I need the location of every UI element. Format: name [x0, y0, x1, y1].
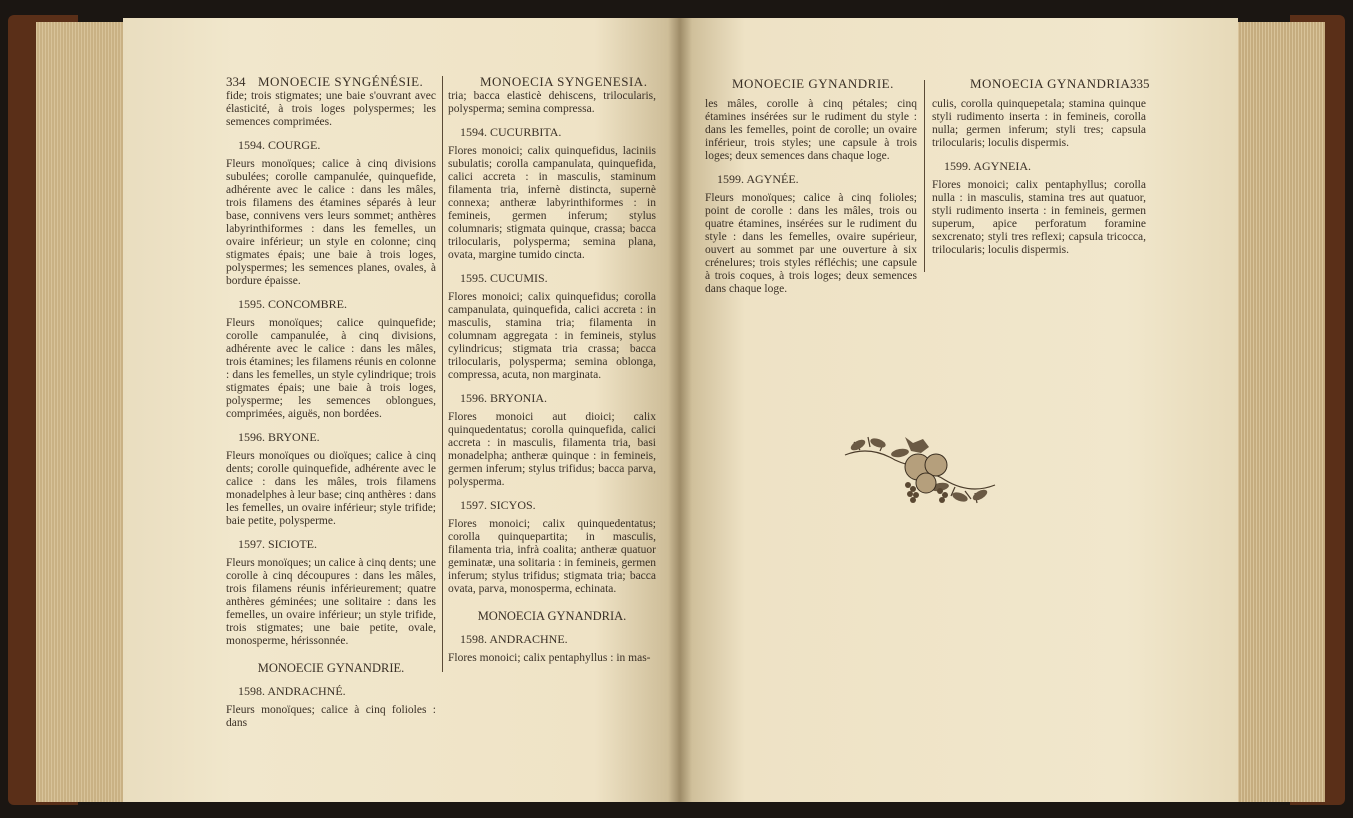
paragraph: Fleurs monoïques; calice à cinq folioles : dans [226, 704, 436, 729]
header-left-fr: MONOECIE SYNGÉNÉSIE. [258, 74, 424, 89]
paragraph: Flores monoici aut dioici; calix quinquedentatus; corolla quinquefida, calici accreta : in masculis, filamenta tria, basi monadelpha; antheræ quinque : in femineis, germen inferum; stylus trifidus; bacca parva, polysperma. [448, 411, 656, 488]
right-la-column [932, 98, 1146, 257]
paragraph: Flores monoici; calix quinquedentatus; corolla quinquepartita; in masculis, filamenta tria, infrà coalita; antheræ quatuor geminatæ, una solitaria : in femineis, germen inferum; stylus trifidus; stigmata tria; bacca ovata, parva, monosperma, echinata. [448, 518, 656, 595]
column-rule-left [442, 76, 443, 672]
entry-heading: 1595. CONCOMBRE. [238, 297, 348, 311]
section-heading: MONOECIA GYNANDRIA. [477, 609, 627, 623]
paragraph: Fleurs monoïques; calice à cinq folioles; point de corolle : dans les mâles, trois ou quatre étamines, insérées sur le rudiment du style : dans les femelles, ovaire supérieur, ouvert au sommet par une ouverture à six crénelures; trois styles réfléchis; une capsule à trois coques, à trois loges; deux semences dans chaque loge. [705, 192, 917, 295]
entry-heading: 1596. BRYONIA. [460, 391, 548, 405]
paragraph: Fleurs monoïques; calice quinquefide; corolle campanulée, à cinq divisions, adhérente avec le calice : dans les mâles, trois étamines; les filamens réunis en colonne : dans les femelles, un style cylindrique; trois stigmates épais; une baie à trois loges, polysperme; les semences oblongues, comprimées, aiguës, non bordées. [226, 317, 436, 420]
page-number-left: 334 [226, 74, 246, 89]
paragraph: Flores monoici; calix quinquefidus; corolla campanulata, quinquefida, calici accreta : in masculis, stamina tria; filamenta in columnam aggregata : in femineis, stylus cylindricus; stigmata tria crassa; bacca trilocularis, polysperma; semina oblonga, compressa, acuta, non marginata. [448, 291, 656, 381]
entry-heading: 1597. SICIOTE. [238, 537, 317, 551]
page-edges-left [36, 22, 131, 802]
header-right-fr: MONOECIE GYNANDRIE. [732, 76, 894, 91]
section-heading: MONOECIE GYNANDRIE. [257, 661, 405, 675]
paragraph: fide; trois stigmates; une baie s'ouvrant avec élasticité, à trois loges polyspermes; les semences comprimées. [226, 90, 436, 128]
page-number-right: 335 [1130, 76, 1150, 91]
page-edges-right [1235, 22, 1325, 802]
paragraph: les mâles, corolle à cinq pétales; cinq étamines insérées sur le rudiment du style : dans les femelles, point de corolle; un ovaire inférieur, trois styles; une capsule à trois loges; deux semences dans chaque loge. [705, 98, 917, 162]
left-la-column [448, 90, 656, 665]
paragraph: Flores monoici; calix pentaphyllus : in mas- [448, 652, 651, 664]
entry-heading: 1598. ANDRACHNÉ. [238, 684, 346, 698]
entry-heading: 1594. CUCURBITA. [460, 125, 562, 139]
fruit-vignette-icon [840, 425, 1000, 515]
book-gutter [668, 18, 692, 802]
paragraph: Flores monoici; calix pentaphyllus; corolla nulla : in masculis, stamina tres aut quatuor, styli rudimento inserta : in femineis, germen superum, apice perforatum foramine sexcrenato; styli tres reflexi; capsula tricocca, trilocularis; loculis dispermis. [932, 179, 1146, 256]
entry-heading: 1598. ANDRACHNE. [460, 632, 568, 646]
entry-heading: 1596. BRYONE. [238, 430, 320, 444]
paragraph: culis, corolla quinquepetala; stamina quinque styli rudimento inserta : in femineis, corolla nulla; germen inferum; styli tres; capsula trilocularis; loculis dispermis. [932, 98, 1146, 149]
entry-heading: 1599. AGYNEIA. [944, 159, 1031, 173]
left-fr-column [226, 90, 436, 730]
paragraph: Fleurs monoïques ou dioïques; calice à cinq dents; corolle quinquefide, adhérente avec le calice : dans les mâles, trois filamens monadelphes à leur base; cinq anthères : dans les femelles, un ovaire inférieur; style trifide; baie petite, polysperme. [226, 450, 436, 527]
paragraph: tria; bacca elasticè dehiscens, trilocularis, polysperma; semina compressa. [448, 90, 656, 115]
column-rule-right [924, 80, 925, 272]
right-fr-column [705, 98, 917, 296]
paragraph: Fleurs monoïques; calice à cinq divisions subulées; corolle campanulée, quinquefide, adhérente avec le calice : dans les mâles, trois filamens des étamines séparés à leur base, connivens vers leurs sommet; anthères labyrinthiformes : dans les femelles, un ovaire inférieur; un style en colonne; cinq stigmates épais; une baie à trois loges, polyspermes; les semences planes, ovales, à bordure épaisse. [226, 158, 436, 287]
paragraph: Flores monoici; calix quinquefidus, laciniis subulatis; corolla campanulata, quinquefida, calici accreta : in masculis, staminum filamenta tria, infernè distincta, supernè connexa; antheræ labyrinthiformes : in femineis, germen inferum; stylus columnaris; stigmata quinque, crassa; bacca trilocularis, polysperma; semina plana, ovata, margine tumido cincta. [448, 145, 656, 261]
entry-heading: 1595. CUCUMIS. [460, 271, 548, 285]
entry-heading: 1599. AGYNÉE. [717, 172, 799, 186]
paragraph: Fleurs monoïques; un calice à cinq dents; une corolle à cinq découpures : dans les mâles, trois filamens réunis inférieurement; quatre anthères géminées; une solitaire : dans les femelles, un ovaire inférieur; un style trifide, trois stigmates; une baie petite, ovale, monosperme, hérissonnée. [226, 557, 436, 647]
header-right-la: MONOECIA GYNANDRIA. [970, 76, 1135, 91]
header-left-la: MONOECIA SYNGENESIA. [480, 74, 648, 89]
entry-heading: 1594. COURGE. [238, 138, 321, 152]
entry-heading: 1597. SICYOS. [460, 498, 536, 512]
